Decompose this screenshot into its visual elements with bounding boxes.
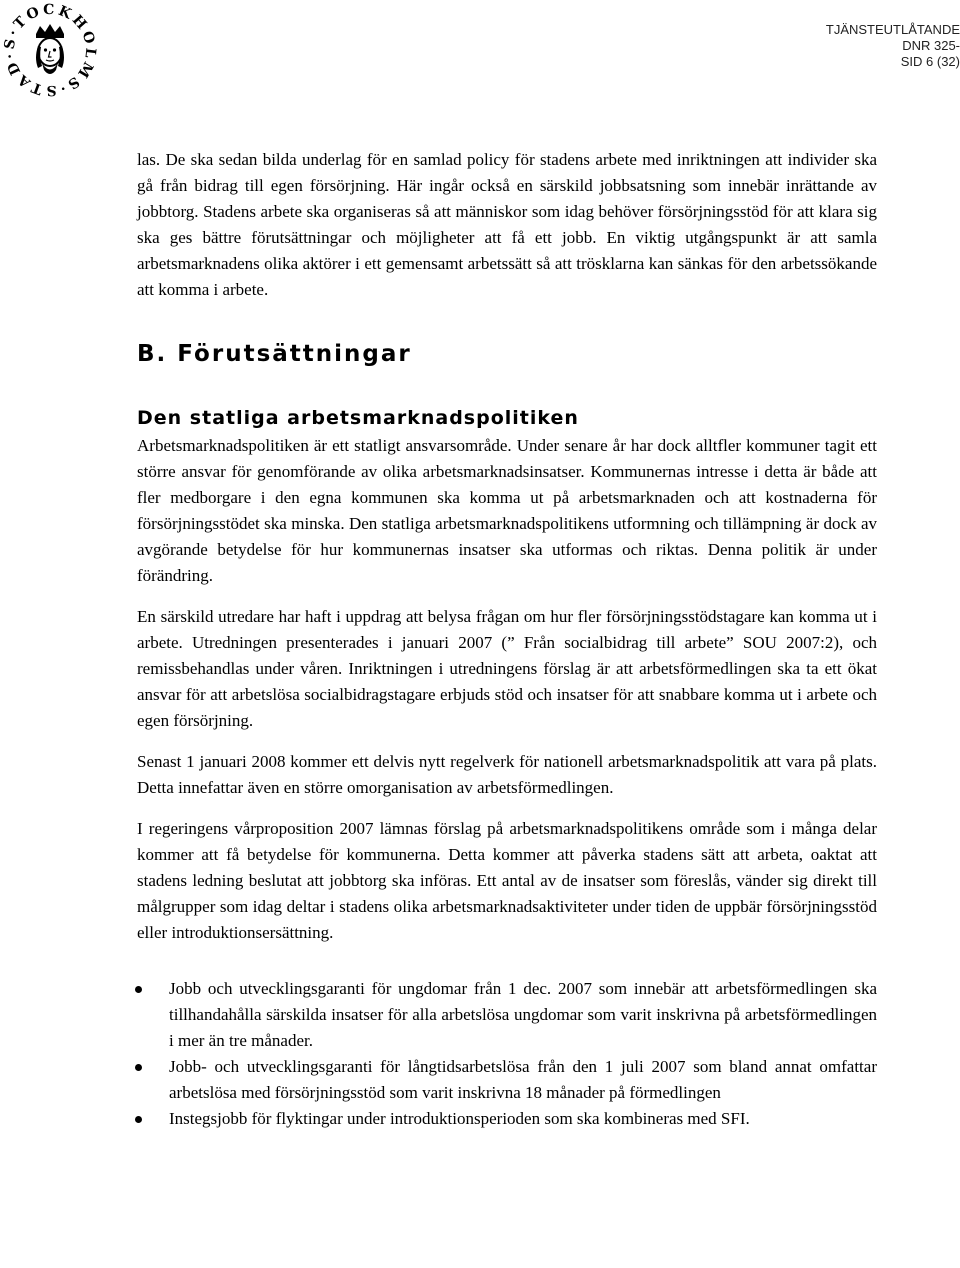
section-heading: B. Förutsättningar (137, 341, 412, 367)
bullet-item (135, 976, 877, 1054)
bullet-icon (135, 986, 142, 993)
bullet-icon (135, 1064, 142, 1071)
document-number: DNR 325- (902, 38, 960, 53)
body-paragraph: I regeringens vårproposition 2007 lämnas förslag på arbetsmarknadspolitikens område som i många delar kommer att få betydelse för kommunerna. Detta kommer att påverka stadens sätt att arbeta, oaktat att stadens ledning beslutat att jobbtorg ska införas. Ett antal av de insatser som föreslås, vänder sig direkt till målgrupper som idag deltar i stadens olika arbetsmarknadsaktiviteter under tiden de uppbär försörjningsstöd eller introduktionsersättning. (137, 819, 877, 942)
bullet-text: Jobb och utvecklingsgaranti för ungdomar från 1 dec. 2007 som innebär att arbetsförmedlingen ska tillhandahålla särskilda insatser för alla arbetslösa ungdomar som varit inskrivna på arbetsförmedlingen i mer än tre månader. (169, 979, 877, 1050)
page-number: SID 6 (32) (900, 54, 960, 69)
intro-paragraph: las. De ska sedan bilda underlag för en samlad policy för stadens arbete med inriktningen att individer ska gå från bidrag till egen försörjning. Här ingår också en särskild jobbsatsning som innebär inrättande av jobbtorg. Stadens arbete ska organiseras så att människor som idag behöver försörjningsstöd för att klara sig ska ges bättre förutsättningar och möjligheter att få ett jobb. En viktig utgångspunkt är att samla arbetsmarknadens olika aktörer i ett gemensamt arbetssätt så att trösklarna kan sänkas för den arbetssökande att komma i arbete. (137, 150, 877, 299)
stockholms-stad-logo (0, 0, 100, 100)
subsection-heading: Den statliga arbetsmarknadspolitiken (137, 407, 579, 429)
document-body (137, 147, 877, 1132)
svg-text:S·TOCKHOLMS·STAD·: S·TOCKHOLMS·STAD· (1, 1, 99, 99)
bullet-icon (135, 1116, 142, 1123)
bullet-list (135, 976, 877, 1132)
bullet-item (135, 1106, 877, 1132)
body-paragraph: En särskild utredare har haft i uppdrag att belysa frågan om hur fler försörjningsstödstagare kan komma ut i arbete. Utredningen presenterades i januari 2007 (” Från socialbidrag till arbete” SOU 2007:2), och remissbehandlas under våren. Inriktningen i utredningens förslag är att arbetsförmedlingen ska ta ett ökat ansvar för att arbetslösa socialbidragstagare erbjuds stöd och insatser för att snabbare komma ut i arbete och egen försörjning. (137, 607, 877, 730)
document-header (700, 22, 960, 70)
saint-erik-head-icon (36, 24, 64, 74)
document-type: TJÄNSTEUTLÅTANDE (825, 22, 960, 37)
bullet-text: Jobb- och utvecklingsgaranti för långtidsarbetslösa från den 1 juli 2007 som bland annat omfattar arbetslösa med försörjningsstöd som varit inskrivna 18 månader på förmedlingen (169, 1057, 877, 1102)
bullet-item (135, 1054, 877, 1106)
body-paragraph: Arbetsmarknadspolitiken är ett statligt ansvarsområde. Under senare år har dock alltfler kommuner tagit ett större ansvar för genomförande av olika arbetsmarknadsinsatser. Kommunernas intresse i detta är både att fler medborgare i den egna kommunen ska komma ut på arbetsmarknaden och att kostnaderna för försörjningsstödet ska minska. Den statliga arbetsmarknadspolitikens utformning och tillämpning är dock av avgörande betydelse för hur kommunernas insatser ska utformas och riktas. Denna politik är under förändring. (137, 436, 877, 585)
bullet-text: Instegsjobb för flyktingar under introduktionsperioden som ska kombineras med SFI. (169, 1109, 750, 1128)
body-paragraph: Senast 1 januari 2008 kommer ett delvis nytt regelverk för nationell arbetsmarknadspolitik att vara på plats. Detta innefattar även en större omorganisation av arbetsförmedlingen. (137, 752, 877, 797)
